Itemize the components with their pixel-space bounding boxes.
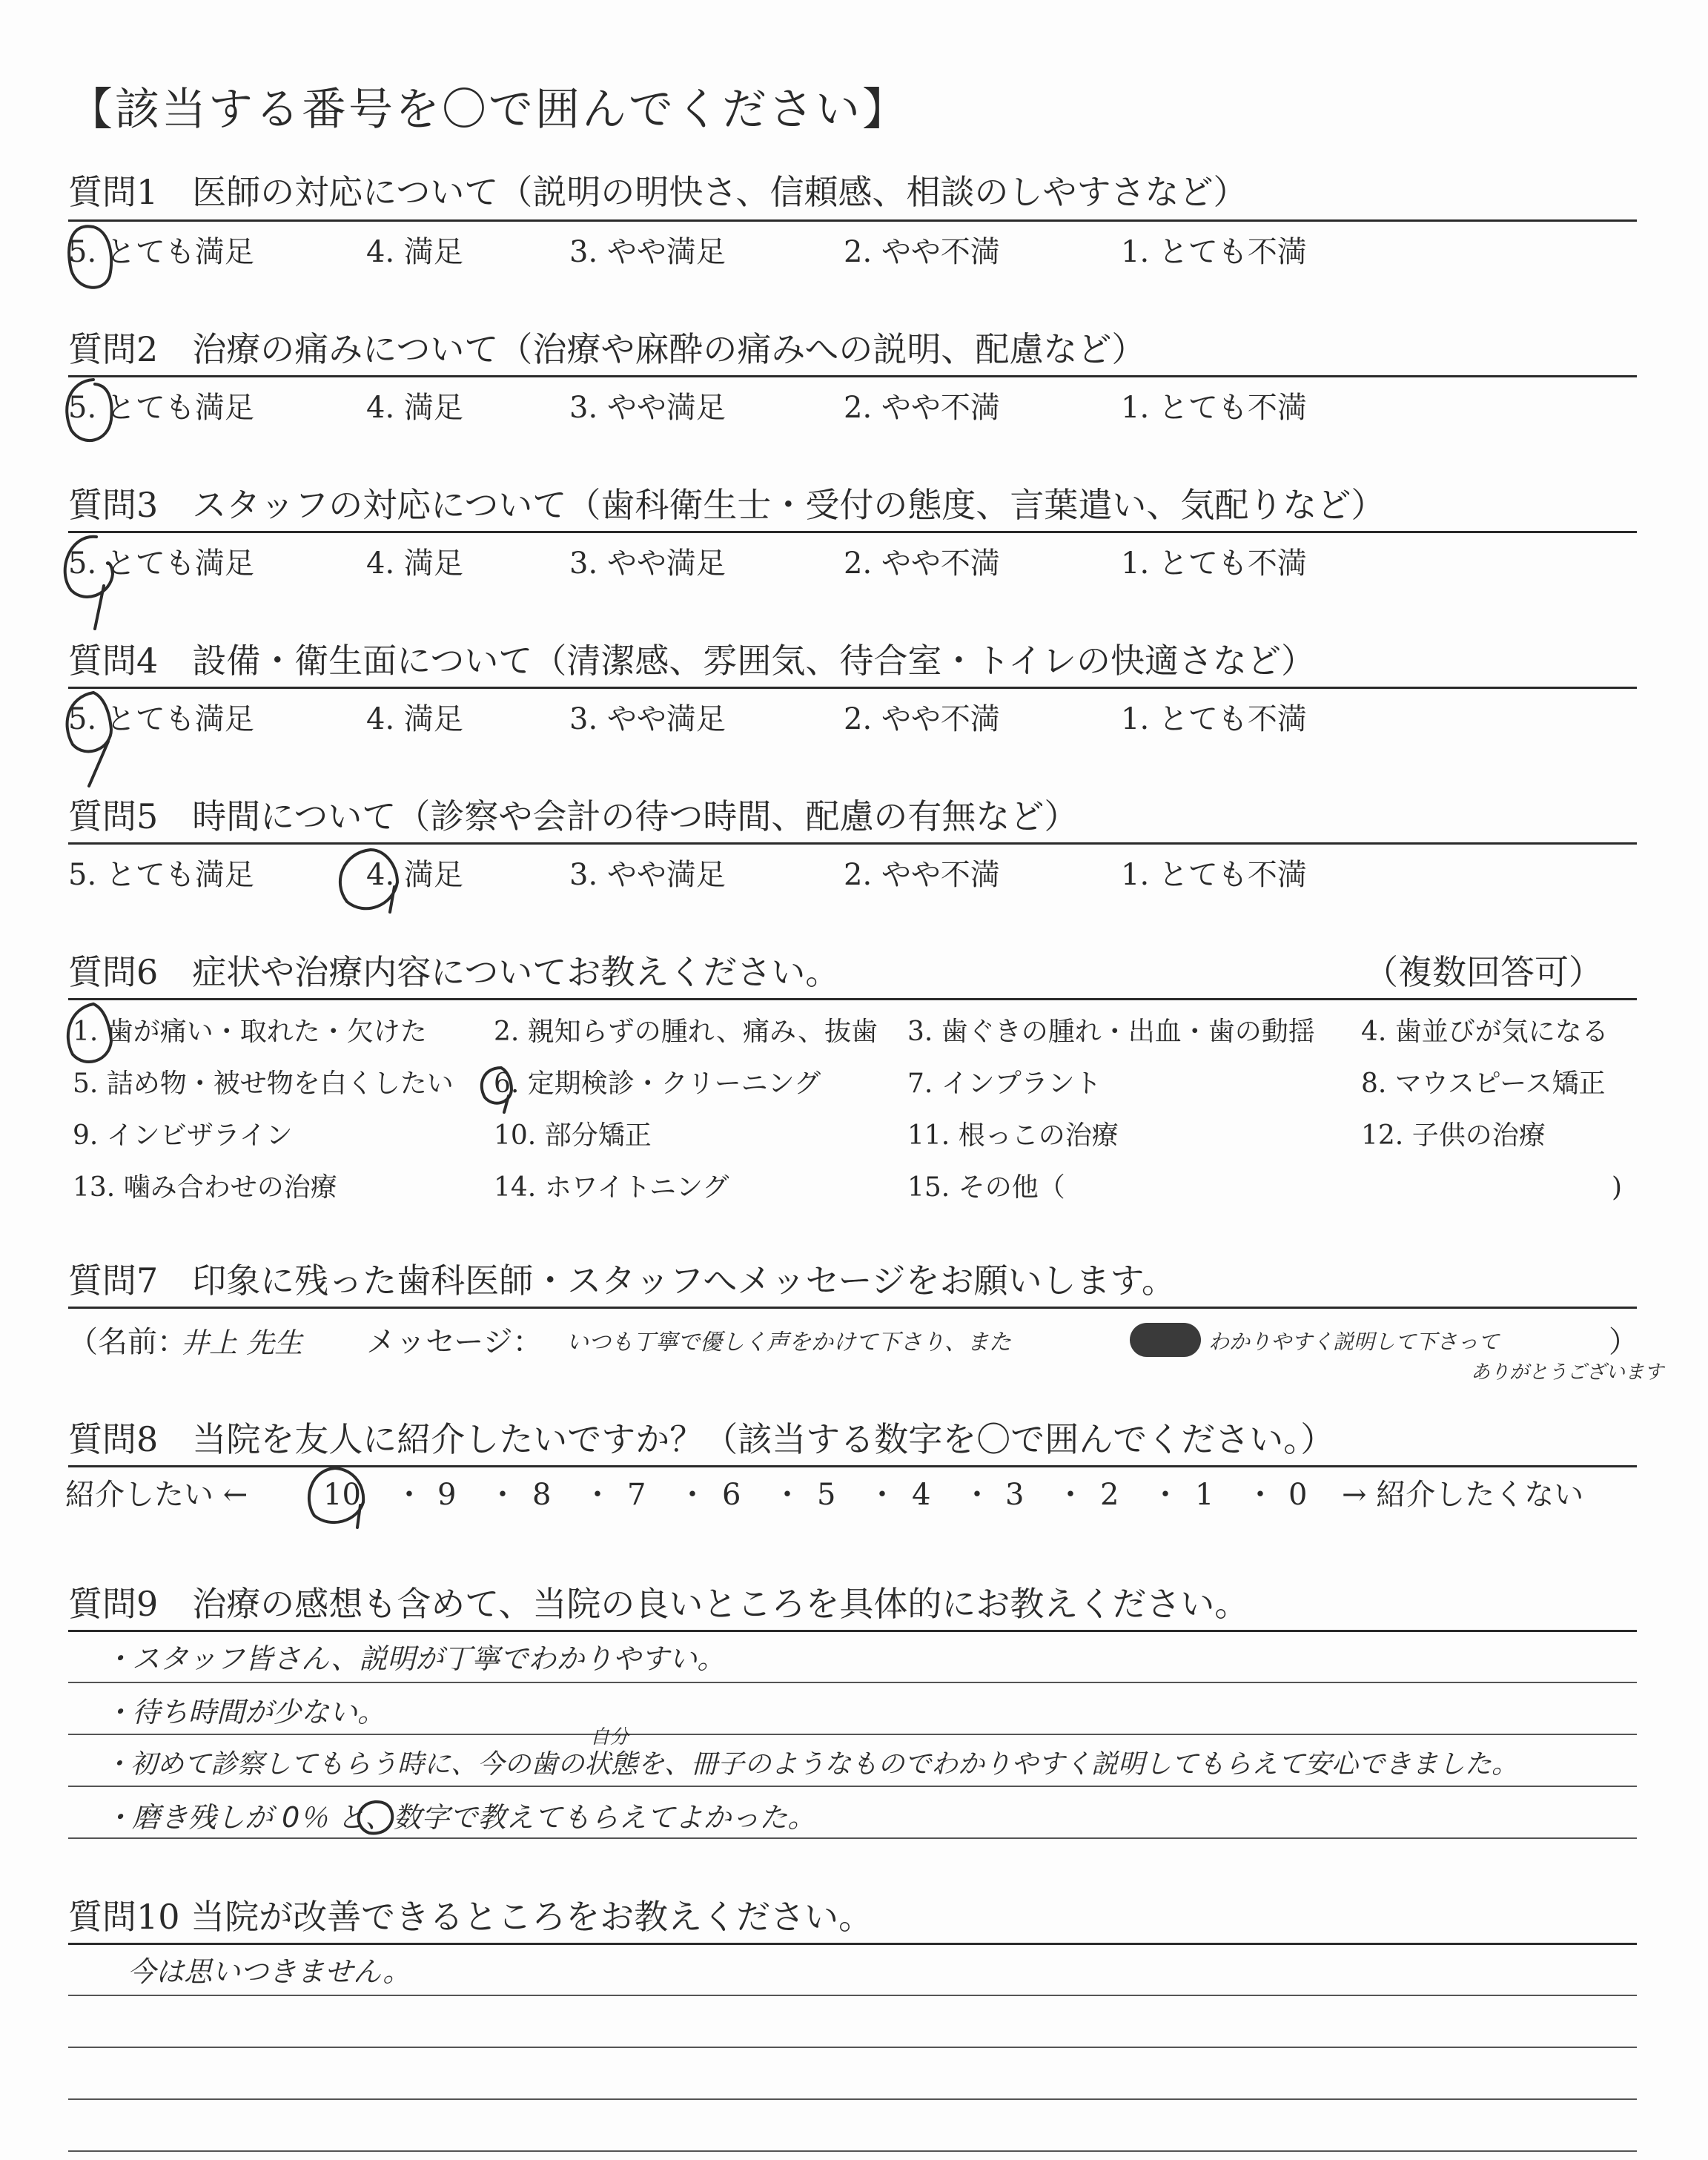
q1-option-4[interactable]: 4. 満足 <box>366 235 463 269</box>
q6-heading: 質問6 症状や治療内容についてお教えください。 <box>68 952 840 992</box>
q1-option-1[interactable]: 1. とても不満 <box>1121 235 1307 269</box>
q2-option-4[interactable]: 4. 満足 <box>366 391 463 425</box>
q10-answer-1[interactable]: 今は思いつきません。 <box>128 1955 411 1988</box>
q6-item-13[interactable]: 13. 噛み合わせの治療 <box>73 1172 337 1203</box>
q4-rule <box>68 687 1637 689</box>
q8-dot: ・ <box>1151 1478 1180 1512</box>
q2-heading: 質問2 治療の痛みについて（治療や麻酔の痛みへの説明、配慮など） <box>68 329 1146 369</box>
q5-option-1[interactable]: 1. とても不満 <box>1121 858 1307 892</box>
q6-item-5[interactable]: 5. 詰め物・被せ物を白くしたい <box>73 1069 454 1099</box>
q3-option-4[interactable]: 4. 満足 <box>366 546 463 581</box>
q7-close-paren: ） <box>1609 1325 1638 1359</box>
q1-heading: 質問1 医師の対応について（説明の明快さ、信頼感、相談のしやすさなど） <box>68 172 1248 212</box>
q10-heading: 質問10 当院が改善できるところをお教えください。 <box>68 1897 873 1937</box>
q8-left-label: 紹介したい ← <box>65 1478 248 1512</box>
q8-dot: ・ <box>1056 1478 1085 1512</box>
q7-message-line2[interactable]: ありがとうございます <box>1471 1361 1664 1384</box>
q9-insert-note: 自分 <box>590 1726 629 1748</box>
q4-option-2[interactable]: 2. やや不満 <box>844 702 1000 736</box>
q6-item-10[interactable]: 10. 部分矯正 <box>494 1120 652 1151</box>
q6-item-4[interactable]: 4. 歯並びが気になる <box>1361 1017 1609 1047</box>
q6-item-6[interactable]: 6. 定期検診・クリーニング <box>494 1069 821 1099</box>
q5-option-3[interactable]: 3. やや満足 <box>569 858 726 892</box>
q9-answer-line <box>68 1682 1637 1683</box>
q10-answer-line <box>68 2150 1637 2152</box>
q8-scale-10[interactable]: 10 <box>323 1478 361 1512</box>
q10-answer-line <box>68 2098 1637 2100</box>
q8-dot: ・ <box>962 1478 992 1512</box>
q9-answer-line <box>68 1734 1637 1735</box>
q8-scale-1[interactable]: 1 <box>1195 1478 1214 1512</box>
q7-scribble <box>1130 1323 1201 1357</box>
q3-heading: 質問3 スタッフの対応について（歯科衛生士・受付の態度、言葉遣い、気配りなど） <box>68 485 1386 525</box>
q3-rule <box>68 531 1637 533</box>
q9-answer-3[interactable]: ・初めて診察してもらう時に、今の歯の状態を、冊子のようなものでわかりやすく説明してもらえて安心できました。 <box>104 1749 1519 1780</box>
q6-item-2[interactable]: 2. 親知らずの腫れ、痛み、抜歯 <box>494 1017 878 1047</box>
q8-dot: ・ <box>394 1478 424 1512</box>
q8-dot: ・ <box>772 1478 802 1512</box>
q4-option-3[interactable]: 3. やや満足 <box>569 702 726 736</box>
q7-message-label: メッセージ： <box>366 1325 543 1359</box>
q3-option-3[interactable]: 3. やや満足 <box>569 546 726 581</box>
q6-item-9[interactable]: 9. インビザライン <box>73 1120 293 1151</box>
q8-heading: 質問8 当院を友人に紹介したいですか？（該当する数字を〇で囲んでください。） <box>68 1419 1335 1459</box>
q6-item-14[interactable]: 14. ホワイトニング <box>494 1172 729 1203</box>
q6-item-1[interactable]: 1. 歯が痛い・取れた・欠けた <box>73 1017 427 1047</box>
q8-scale-6[interactable]: 6 <box>722 1478 741 1512</box>
q9-answer-4[interactable]: ・磨き残しが 0％ と、数字で教えてもらえてよかった。 <box>104 1801 816 1834</box>
q5-option-2[interactable]: 2. やや不満 <box>844 858 1000 892</box>
q8-dot: ・ <box>488 1478 517 1512</box>
q8-dot: ・ <box>583 1478 612 1512</box>
q9-answer-2[interactable]: ・待ち時間が少ない。 <box>104 1696 386 1728</box>
q2-rule <box>68 375 1637 377</box>
q2-option-2[interactable]: 2. やや不満 <box>844 391 1000 425</box>
q1-option-2[interactable]: 2. やや不満 <box>844 235 1000 269</box>
q8-scale-3[interactable]: 3 <box>1005 1478 1025 1512</box>
q6-item-15[interactable]: 15. その他（ <box>907 1172 1065 1203</box>
q9-answer-1[interactable]: ・スタッフ皆さん、説明が丁寧でわかりやすい。 <box>104 1642 726 1675</box>
q7-rule <box>68 1307 1637 1309</box>
q1-rule <box>68 219 1637 222</box>
q1-option-3[interactable]: 3. やや満足 <box>569 235 726 269</box>
q6-item-15-close: ) <box>1612 1172 1623 1203</box>
q6-rule <box>68 998 1637 1000</box>
q6-item-8[interactable]: 8. マウスピース矯正 <box>1361 1069 1606 1099</box>
q9-heading: 質問9 治療の感想も含めて、当院の良いところを具体的にお教えください。 <box>68 1584 1249 1624</box>
q8-scale-5[interactable]: 5 <box>817 1478 836 1512</box>
q8-scale-8[interactable]: 8 <box>532 1478 552 1512</box>
q9-answer-line <box>68 1786 1637 1787</box>
q4-option-4[interactable]: 4. 満足 <box>366 702 463 736</box>
q7-message-line1b[interactable]: わかりやすく説明して下さって <box>1208 1330 1500 1354</box>
page-title: 【該当する番号を〇で囲んでください】 <box>68 84 909 136</box>
q8-dot: ・ <box>678 1478 707 1512</box>
q8-scale-9[interactable]: 9 <box>437 1478 457 1512</box>
q8-scale-0[interactable]: 0 <box>1288 1478 1308 1512</box>
q6-multiple-note: （複数回答可） <box>1364 952 1603 992</box>
q7-heading: 質問7 印象に残った歯科医師・スタッフへメッセージをお願いします。 <box>68 1261 1176 1301</box>
q4-option-5[interactable]: 5. とても満足 <box>68 702 254 736</box>
q3-option-1[interactable]: 1. とても不満 <box>1121 546 1307 581</box>
q8-scale-2[interactable]: 2 <box>1100 1478 1119 1512</box>
q2-option-1[interactable]: 1. とても不満 <box>1121 391 1307 425</box>
q10-answer-line <box>68 1995 1637 1996</box>
q7-message-line1[interactable]: いつも丁寧で優しく声をかけて下さり、また <box>566 1330 1011 1355</box>
q5-heading: 質問5 時間について（診察や会計の待つ時間、配慮の有無など） <box>68 796 1079 836</box>
q10-answer-line <box>68 2047 1637 2048</box>
q3-option-5[interactable]: 5. とても満足 <box>68 546 254 581</box>
q7-name-label: （名前： <box>68 1325 187 1359</box>
q2-option-3[interactable]: 3. やや満足 <box>569 391 726 425</box>
q8-scale-4[interactable]: 4 <box>912 1478 931 1512</box>
q6-item-7[interactable]: 7. インプラント <box>907 1069 1102 1099</box>
q4-heading: 質問4 設備・衛生面について（清潔感、雰囲気、待合室・トイレの快適さなど） <box>68 641 1316 681</box>
q2-option-5[interactable]: 5. とても満足 <box>68 391 254 425</box>
q10-rule <box>68 1943 1637 1945</box>
q1-option-5[interactable]: 5. とても満足 <box>68 235 254 269</box>
q5-option-5[interactable]: 5. とても満足 <box>68 858 254 892</box>
q6-item-3[interactable]: 3. 歯ぐきの腫れ・出血・歯の動揺 <box>907 1017 1315 1047</box>
q5-option-4[interactable]: 4. 満足 <box>366 858 463 892</box>
q6-item-11[interactable]: 11. 根っこの治療 <box>907 1120 1119 1151</box>
q6-item-12[interactable]: 12. 子供の治療 <box>1361 1120 1546 1151</box>
q8-scale-7[interactable]: 7 <box>627 1478 646 1512</box>
q7-name-value[interactable]: 井上 先生 <box>181 1327 303 1359</box>
q4-option-1[interactable]: 1. とても不満 <box>1121 702 1307 736</box>
q8-dot: ・ <box>1245 1478 1275 1512</box>
q9-answer-line <box>68 1837 1637 1839</box>
q3-option-2[interactable]: 2. やや不満 <box>844 546 1000 581</box>
q8-rule <box>68 1465 1637 1467</box>
q9-rule <box>68 1630 1637 1632</box>
q8-dot: ・ <box>867 1478 897 1512</box>
q8-right-label: → 紹介したくない <box>1342 1478 1584 1512</box>
q5-rule <box>68 842 1637 845</box>
